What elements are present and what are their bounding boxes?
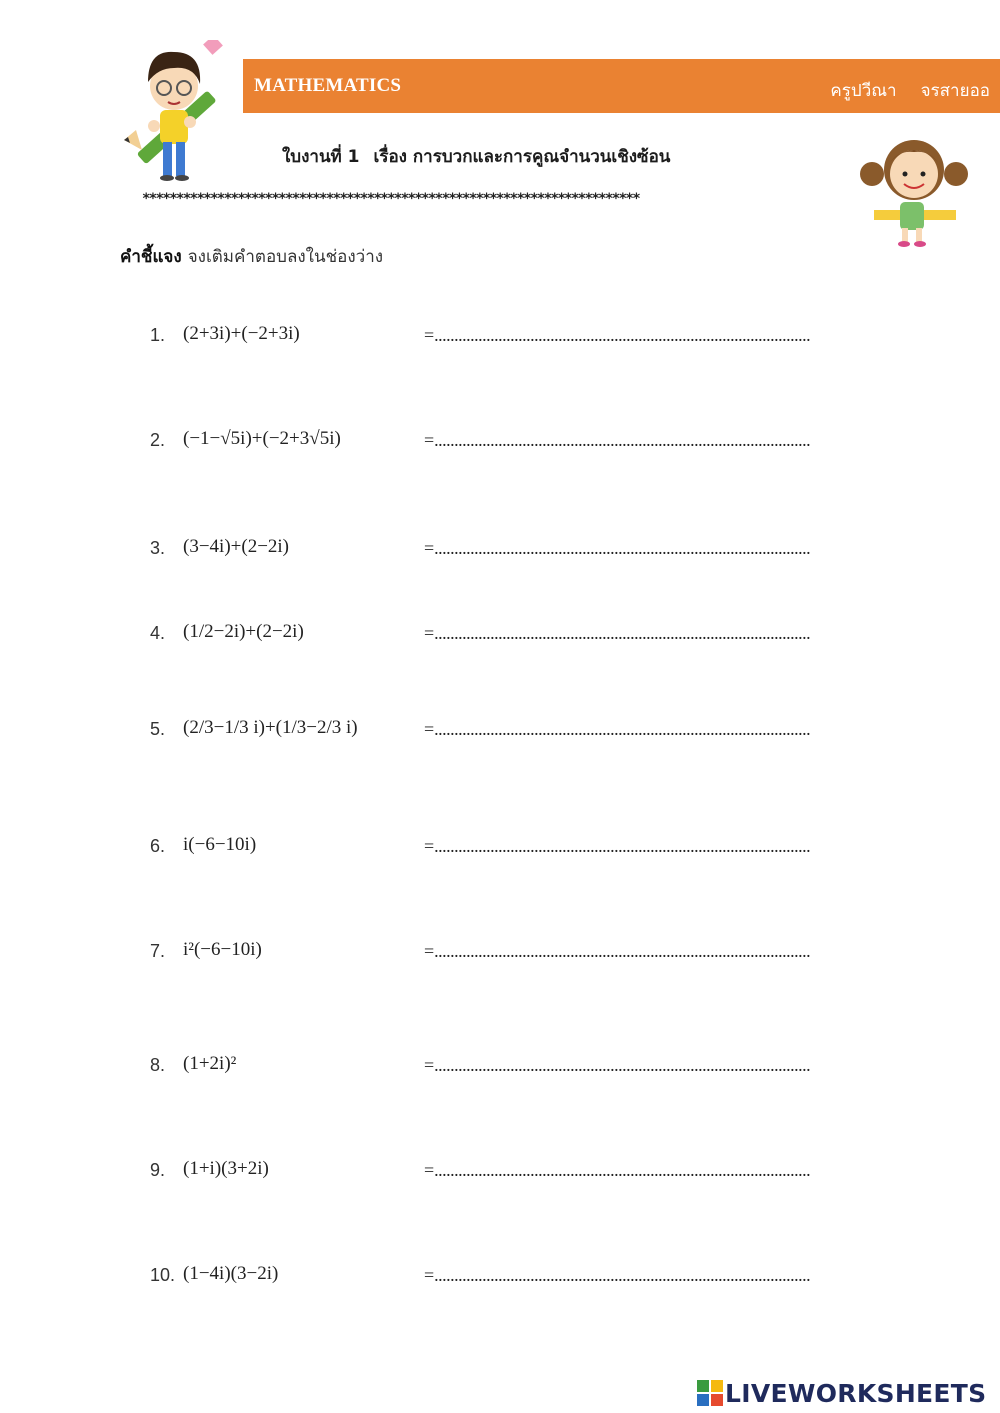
question-7 [150,940,870,1000]
question-5 [150,718,870,778]
answer-line[interactable]: =.............................................................................................. [424,1055,811,1075]
question-number: 5. [150,719,166,739]
answer-line[interactable]: =.............................................................................................. [424,719,811,739]
girl-with-ruler-icon [858,128,970,250]
question-number: 2. [150,430,166,450]
question-2 [150,429,870,489]
question-number: 1. [150,325,166,345]
boy-with-pencil-icon [118,40,228,182]
teacher-surname: จรสายออ [920,81,990,101]
question-expression: i(−6−10i) [183,834,257,855]
question-1 [150,324,870,384]
answer-line[interactable]: =.............................................................................................. [424,538,811,558]
instructions-text: จงเติมคำตอบลงในช่องว่าง [187,247,384,267]
star-separator: ************************************************************************* [142,191,640,207]
question-number: 6. [150,836,166,856]
subject-title: MATHEMATICS [254,75,402,96]
question-number: 10. [150,1265,176,1285]
question-expression: (2+3i)+(−2+3i) [183,323,300,344]
question-number: 3. [150,538,166,558]
liveworksheets-logo [697,1376,986,1410]
liveworksheets-logo-icon [697,1380,723,1406]
question-expression: (1+2i)² [183,1053,237,1074]
question-expression: (1−4i)(3−2i) [183,1263,279,1284]
question-expression: i²(−6−10i) [183,939,262,960]
question-4 [150,622,870,682]
instructions-label: คำชี้แจง [120,247,182,267]
question-9 [150,1159,870,1219]
teacher-name [806,77,990,104]
question-number: 4. [150,623,166,643]
answer-line[interactable]: =.............................................................................................. [424,836,811,856]
answer-line[interactable]: =.............................................................................................. [424,623,811,643]
worksheet-label: ใบงานที่ 1 [282,147,360,167]
instructions [120,243,383,270]
worksheet-title [282,143,670,170]
question-3 [150,537,870,597]
question-number: 9. [150,1160,166,1180]
question-expression: (2/3−1/3 i)+(1/3−2/3 i) [183,717,358,738]
question-number: 8. [150,1055,166,1075]
logo-text: LIVEWORKSHEETS [725,1378,987,1408]
answer-line[interactable]: =.............................................................................................. [424,325,811,345]
question-expression: (3−4i)+(2−2i) [183,536,290,557]
answer-line[interactable]: =.............................................................................................. [424,1265,811,1285]
question-expression: (1/2−2i)+(2−2i) [183,621,304,642]
teacher-prefix: ครูปวีณา [830,81,897,101]
worksheet-topic: เรื่อง การบวกและการคูณจำนวนเชิงซ้อน [373,147,671,167]
question-expression: (1+i)(3+2i) [183,1158,269,1179]
header-banner [243,59,1000,113]
question-6 [150,835,870,895]
answer-line[interactable]: =.............................................................................................. [424,941,811,961]
question-number: 7. [150,941,166,961]
answer-line[interactable]: =.............................................................................................. [424,1160,811,1180]
answer-line[interactable]: =.............................................................................................. [424,430,811,450]
question-10 [150,1264,870,1324]
question-8 [150,1054,870,1114]
question-expression: (−1−√5i)+(−2+3√5i) [183,428,341,449]
